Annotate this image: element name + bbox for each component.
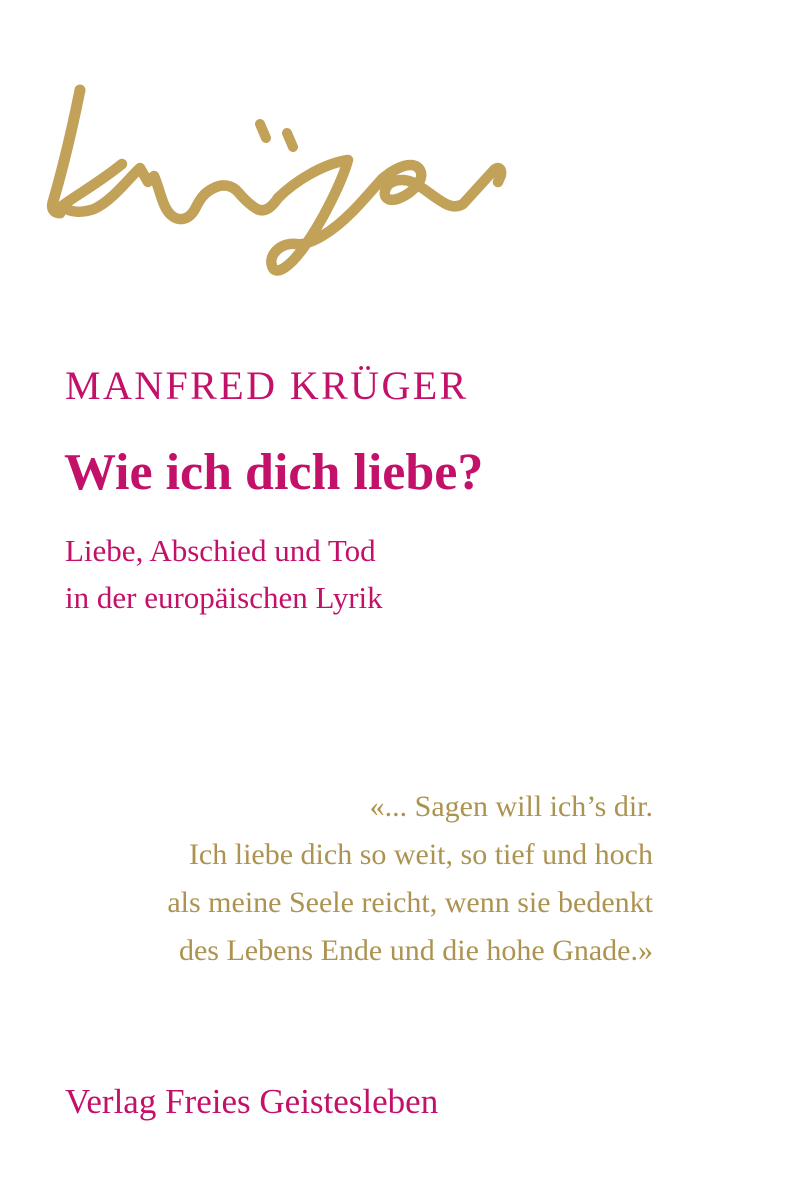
quote-line-3: als meine Seele reicht, wenn sie bedenkt (167, 886, 653, 919)
quote-line-2: Ich liebe dich so weit, so tief und hoch (188, 838, 653, 871)
signature-stroke (271, 160, 382, 270)
subtitle-line-1: Liebe, Abschied und Tod (65, 533, 376, 568)
author-name: MANFRED KRÜGER (65, 363, 469, 408)
subtitle-line-2: in der europäischen Lyrik (65, 580, 383, 615)
book-title: Wie ich dich liebe? (64, 444, 484, 501)
publisher-name: Verlag Freies Geistesleben (65, 1082, 439, 1121)
quote-line-1: «... Sagen will ich’s dir. (369, 790, 653, 823)
book-subtitle (65, 527, 383, 621)
signature-stroke (62, 164, 278, 219)
signature-umlaut-dot (287, 133, 293, 147)
signature-stroke (382, 165, 501, 206)
quote-line-4: des Lebens Ende und die hohe Gnade.» (178, 934, 653, 967)
krueger-signature-logo (42, 82, 512, 287)
cover-quote (167, 783, 653, 975)
signature-umlaut-dot (260, 124, 266, 138)
